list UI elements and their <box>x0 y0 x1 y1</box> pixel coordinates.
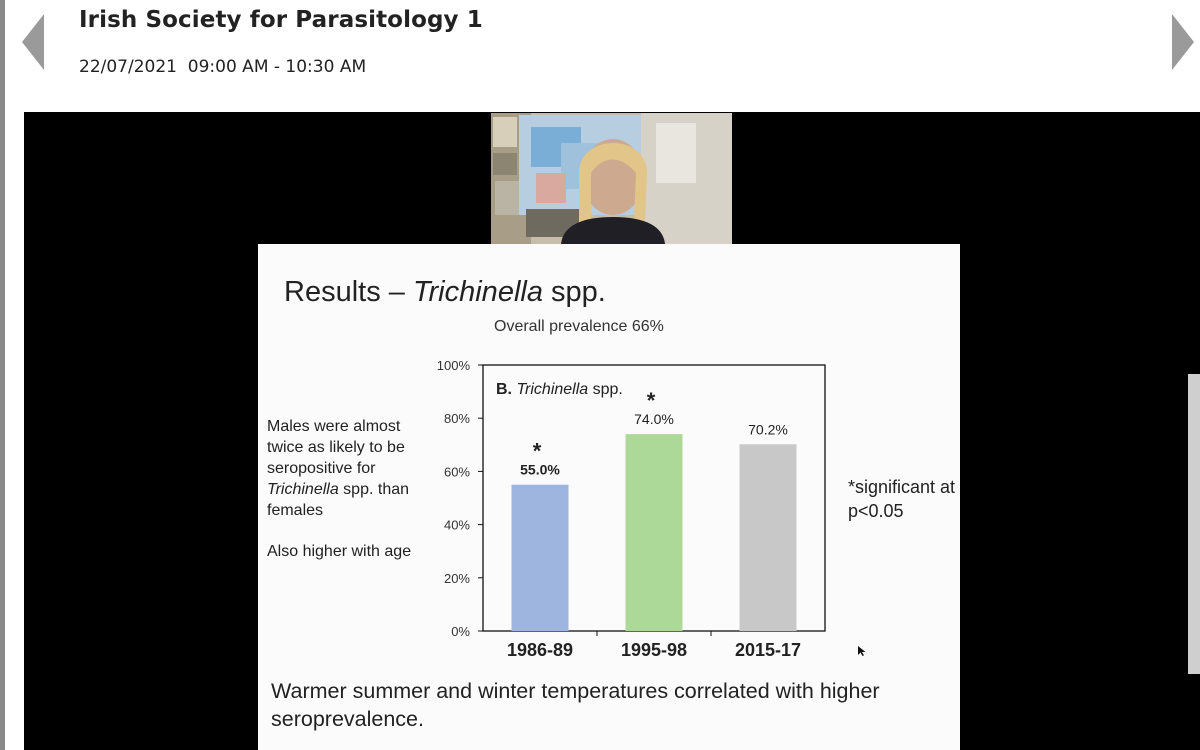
x-category-label: 1995-98 <box>620 640 688 660</box>
mouse-cursor-icon <box>858 646 866 656</box>
window-left-edge <box>0 0 5 750</box>
speaker-video[interactable] <box>491 113 732 244</box>
sex-difference-text: Males were almost twice as likely to be seropositive for Trichinella spp. than females <box>267 418 414 519</box>
y-tick-label: 0% <box>451 624 470 639</box>
bar-value-label: 70.2% <box>748 421 788 438</box>
bar-value-label: 74.0% <box>634 411 674 428</box>
slide-subtitle: Overall prevalence 66% <box>494 318 664 335</box>
y-tick-label: 80% <box>443 411 470 427</box>
chart-panel-label: B. Trichinella spp. <box>496 381 623 398</box>
x-category-label: 2015-17 <box>734 640 802 660</box>
next-session-button[interactable] <box>1170 12 1196 72</box>
x-category-label: 1986-89 <box>506 640 574 660</box>
presentation-slide <box>258 244 960 750</box>
bar-1995-98 <box>626 434 683 631</box>
previous-session-button[interactable] <box>20 12 46 72</box>
bar-value-label: 55.0% <box>520 461 560 478</box>
session-datetime: 22/07/2021 09:00 AM - 10:30 AM <box>79 57 367 77</box>
session-title: Irish Society for Parasitology 1 <box>79 7 483 33</box>
side-panel-edge <box>1188 374 1200 674</box>
slide-conclusion: Warmer summer and winter temperatures correlated with higher seroprevalence. <box>271 679 880 731</box>
slide-title: Results – Trichinella spp. <box>284 276 606 308</box>
bar-2015-17 <box>740 444 797 631</box>
y-tick-label: 20% <box>443 570 470 586</box>
y-tick-label: 100% <box>436 358 470 373</box>
significance-note: *significant at p<0.05 <box>848 477 956 521</box>
prevalence-bar-chart <box>258 244 960 664</box>
chevron-right-icon <box>1170 12 1196 72</box>
age-text: Also higher with age <box>267 543 412 560</box>
bar-1986-89 <box>512 485 569 631</box>
significance-star: * <box>646 388 656 414</box>
significance-star: * <box>532 438 542 464</box>
chevron-left-icon <box>20 12 46 72</box>
y-tick-label: 40% <box>443 517 470 533</box>
y-tick-label: 60% <box>443 464 470 480</box>
